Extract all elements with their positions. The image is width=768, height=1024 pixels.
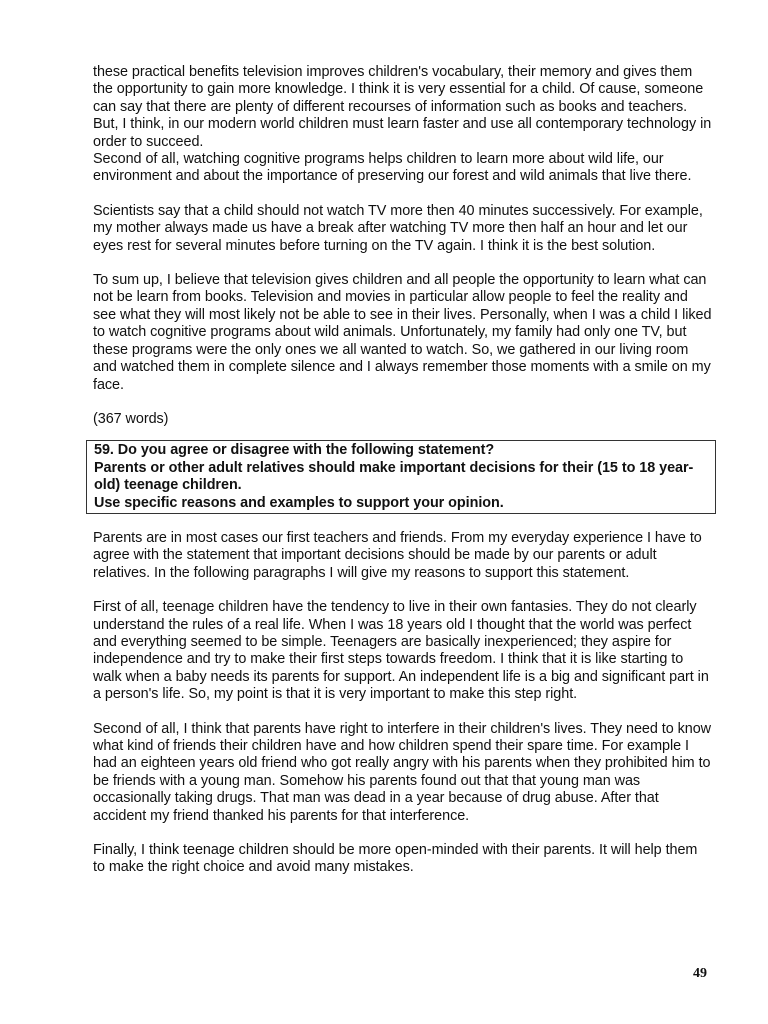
page-content bbox=[93, 64, 713, 877]
essay-58-paragraph-2: Second of all, watching cognitive programs helps children to learn more about wild life, our environment and about the importance of preserving our forest and wild animals that live there. bbox=[93, 151, 692, 185]
question-statement: Parents or other adult relatives should make important decisions for their (15 to 18 year-old) teenage children. bbox=[94, 459, 694, 494]
essay-58-paragraph-3: Scientists say that a child should not watch TV more then 40 minutes successively. For example, my mother always made us have a break after watching TV more then half an hour and let our eyes rest for several minutes before turning on the TV again. I think it is the best solution. bbox=[93, 202, 703, 254]
question-number-line: 59. Do you agree or disagree with the following statement? bbox=[94, 442, 495, 459]
paragraph-gap bbox=[93, 825, 713, 842]
page-number: 49 bbox=[693, 966, 707, 981]
essay-59-paragraph-4: Finally, I think teenage children should be more open-minded with their parents. It will help them to make the right choice and avoid many mistakes. bbox=[93, 842, 698, 876]
question-box bbox=[86, 440, 716, 514]
essay-59-paragraph-3: Second of all, I think that parents have right to interfere in their children's lives. They need to know what kind of friends their children have and how children spend their spare time. For example I had an eighteen years old friend who got really angry with his parents when they prohibited him to be friends with a young man. Somehow his parents found out that that young man was occasionally taking drugs. That man was dead in a year because of drug abuse. After that accident my friend thanked his parents for that interference. bbox=[93, 720, 712, 824]
essay-59-paragraph-2: First of all, teenage children have the tendency to live in their own fantasies. They do not clearly understand the rules of a real life. When I was 18 years old I thought that the world was perfect and everything seemed to be simple. Teenagers are basically inexperienced; they aspire for independence and try to make their first steps towards freedom. I think that it is like starting to walk when a baby needs its parents for support. An independent life is a big and significant part in a person's life. So, my point is that it is very important to make this step right. bbox=[93, 599, 709, 703]
paragraph-gap bbox=[93, 582, 713, 599]
paragraph-gap bbox=[93, 255, 713, 272]
question-instruction: Use specific reasons and examples to support your opinion. bbox=[94, 494, 504, 511]
paragraph-gap bbox=[93, 704, 713, 721]
essay-58-paragraph-1: these practical benefits television improves children's vocabulary, their memory and gives them the opportunity to gain more knowledge. I think it is very essential for a child. Of cause, someone can say that there are plenty of different recourses of information such as books and teachers. But, I think, in our modern world children must learn faster and use all contemporary technology in order to succeed. bbox=[93, 64, 712, 150]
word-count: (367 words) bbox=[93, 410, 169, 427]
essay-59-paragraph-1: Parents are in most cases our first teachers and friends. From my everyday experience I have to agree with the statement that important decisions should be made by our parents or adult relatives. In the following paragraphs I will give my reasons to support this statement. bbox=[93, 529, 702, 581]
paragraph-gap bbox=[93, 186, 713, 203]
paragraph-gap bbox=[93, 394, 713, 411]
essay-58-paragraph-4: To sum up, I believe that television gives children and all people the opportunity to learn what can not be learn from books. Television and movies in particular allow people to feel the reality and see what they will most likely not be able to see in their lives. Personally, when I was a child I liked to watch cognitive programs about wild animals. Unfortunately, my family had only one TV, but these programs were the only ones we all wanted to watch. So, we gathered in our living room and watched them in complete silence and I always remember those moments with a smile on my face. bbox=[93, 272, 712, 393]
